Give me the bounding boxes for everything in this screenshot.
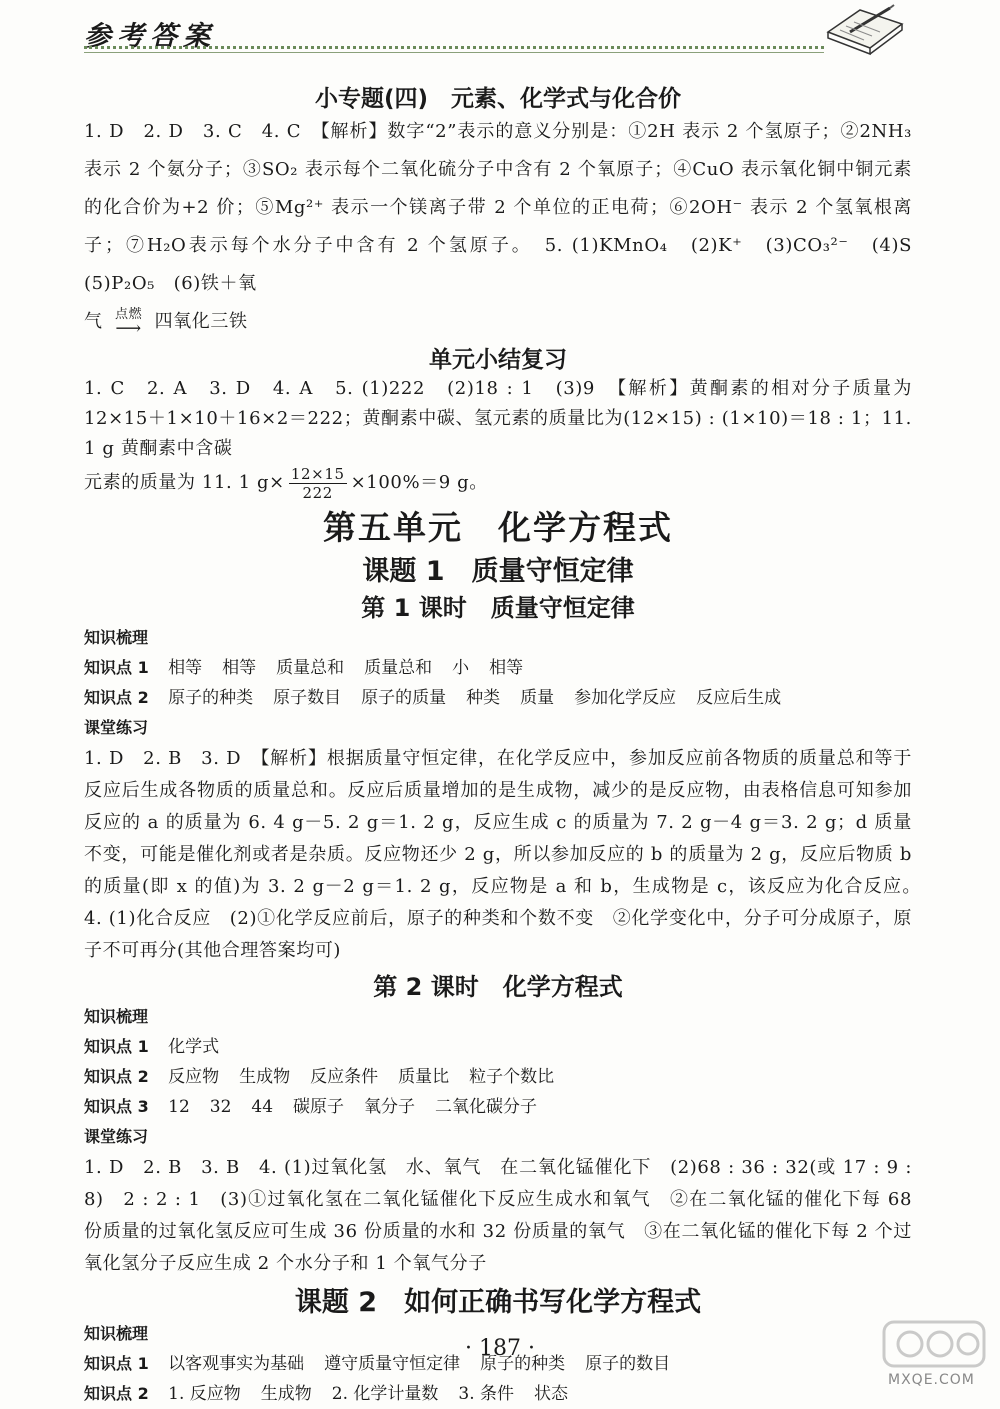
topic4-answers-cont — [84, 303, 912, 341]
topic4-text: 1. D 2. D 3. C 4. C 【解析】数字“2”表示的意义分别是：①2H 表示 2 个氢原子；②2NH₃ 表示 2 个氨分子；③SO₂ 表示每个二氧化硫分子中含有 2 个氧原子；④CuO 表示氧化铜中铜元素的化合价为+2 价；⑤Mg²⁺ 表示一个镁离子带 2 个单位的正电荷；⑥2OH⁻ 表示 2 个氢氧根离子；⑦H₂O表示每个水分子中含有 2 个氢原子。 5. (1)KMnO₄ (2)K⁺ (3)CO₃²⁻ (4)S (5)P₂O₅ (6)铁＋氧 — [84, 121, 931, 294]
kp-item: 原子的质量 — [361, 688, 447, 708]
topic4-heading: 小专题(四) 元素、化学式与化合价 — [314, 86, 682, 112]
p1-knowledge-label: 知识梳理 — [84, 628, 149, 647]
kp-item: 质量比 — [398, 1067, 450, 1087]
reaction-condition: 点燃 — [115, 307, 143, 322]
kp-item: 原子的种类 — [168, 688, 254, 708]
kp-item: 2. 化学计量数 — [331, 1384, 439, 1404]
p1-practice-answers: 1. D 2. B 3. D 【解析】根据质量守恒定律，在化学反应中，参加反应前各物质的质量总和等于反应后生成各物质的质量总和。反应后质量增加的是生成物，减少的是反应物，由表格信息可知参加反应的 a 的质量为 6. 4 g－5. 2 g＝1. 2 g，反应生成 c 的质量为 7. 2 g－4 g＝3. 2 g；d 质量不变，可能是催化剂或者是杂质。反应物还少 2 g，所以参加反应的 b 的质量为 2 g，反应后物质 b 的质量(即 x 的值)为 3. 2 g－2 g＝1. 2 g，反应物是 a 和 b，生成物是 c，该反应为化合反应。 4. (1)化合反应 (2)①化学反应前后，原子的种类和个数不变 ②化学变化中，分子可分成原子，原子不可再分(其他合理答案均可) — [84, 748, 931, 961]
fraction-numerator: 12×15 — [290, 464, 345, 483]
p2-knowledge-label: 知识梳理 — [84, 1007, 149, 1026]
unit-review-text2-post: ×100%＝9 g。 — [350, 472, 488, 493]
p2-kp3 — [84, 1092, 912, 1122]
kp-item: 粒子个数比 — [469, 1067, 555, 1087]
l2-knowledge-label: 知识梳理 — [84, 1324, 149, 1343]
kp-label: 知识点 2 — [84, 1067, 149, 1086]
page-header — [0, 0, 1000, 60]
kp-item: 质量总和 — [364, 658, 433, 678]
kp-item: 原子数目 — [273, 688, 342, 708]
kp-item: 碳原子 — [293, 1097, 345, 1117]
kp-item: 相等 — [222, 658, 257, 678]
kp-item: 质量总和 — [276, 658, 345, 678]
kp-item: 遵守质量守恒定律 — [324, 1354, 461, 1374]
unit-review-heading: 单元小结复习 — [429, 347, 567, 373]
kp-item: 生成物 — [260, 1384, 312, 1404]
watermark-text: MXQE.COM — [888, 1372, 975, 1388]
kp-item: 原子的种类 — [480, 1354, 566, 1374]
kp-label: 知识点 3 — [84, 1097, 149, 1116]
p1-kp2 — [84, 683, 912, 713]
kp-item: 参加化学反应 — [574, 688, 677, 708]
kp-item: 化学式 — [168, 1037, 220, 1057]
page-number: · 187 · — [465, 1336, 535, 1361]
kp-item: 3. 条件 — [458, 1384, 514, 1404]
p2-practice-answers: 1. D 2. B 3. B 4. (1)过氧化氢 水、氧气 在二氧化锰催化下 (2)68 : 36 : 32(或 17 : 9 : 8) 2 : 2 : 1 (3)①过氧化氢在二氧化锰催化下反应生成水和氧气 ②在二氧化锰的催化下每 68 份质量的过氧化氢反应可生成 36 份质量的水和 32 份质量的氧气 ③在二氧化锰的催化下每 2 个过氧化氢分子反应生成 2 个水分子和 1 个氧气分子 — [84, 1157, 912, 1274]
header-title: 参考答案 — [84, 21, 216, 52]
unit-review-text2-pre: 元素的质量为 11. 1 g× — [84, 472, 285, 493]
reaction-arrow — [103, 307, 155, 339]
unit-review-text: 1. C 2. A 3. D 4. A 5. (1)222 (2)18 : 1 (3)9 【解析】黄酮素的相对分子质量为 12×15＋1×10＋16×2＝222；黄酮素中碳、氢元素的质量比为(12×15) : (1×10)＝18 : 1；11. 1 g 黄酮素中含碳 — [84, 378, 912, 459]
l2-kp2 — [84, 1379, 912, 1409]
fraction — [289, 465, 347, 502]
p2-kp1 — [84, 1032, 912, 1062]
topic4-text2-pre: 气 — [84, 311, 103, 332]
unit-review-answers-cont — [84, 464, 912, 502]
fraction-denominator: 222 — [302, 483, 333, 502]
lesson2-title: 课题 2 如何正确书写化学方程式 — [294, 1287, 702, 1318]
kp-item: 原子的数目 — [585, 1354, 671, 1374]
period2-title: 第 2 课时 化学方程式 — [373, 973, 623, 1001]
arrow-icon: ⟶ — [115, 318, 142, 339]
p2-kp2 — [84, 1062, 912, 1092]
kp-item: 相等 — [168, 658, 203, 678]
kp-item: 小 — [452, 658, 470, 678]
kp-label: 知识点 2 — [84, 1384, 149, 1403]
pencil-notebook-icon — [820, 2, 910, 58]
topic4-answers — [84, 113, 931, 303]
kp-item: 氧分子 — [364, 1097, 416, 1117]
kp-item: 反应条件 — [310, 1067, 379, 1087]
topic4-text2-post: 四氧化三铁 — [154, 311, 248, 332]
kp-item: 二氧化碳分子 — [435, 1097, 538, 1117]
kp-label: 知识点 1 — [84, 1037, 149, 1056]
header-rule-thin — [84, 52, 824, 53]
kp-item: 反应后生成 — [696, 688, 782, 708]
kp-label: 知识点 1 — [84, 658, 149, 677]
p1-kp1 — [84, 653, 912, 683]
kp-item: 32 — [209, 1097, 232, 1117]
kp-item: 质量 — [520, 688, 555, 708]
kp-label: 知识点 2 — [84, 688, 149, 707]
kp-item: 12 — [168, 1097, 190, 1117]
kp-item: 1. 反应物 — [168, 1384, 241, 1404]
lesson1-title: 课题 1 质量守恒定律 — [362, 556, 634, 587]
kp-item: 状态 — [534, 1384, 568, 1404]
page-content — [84, 80, 931, 1409]
kp-label: 知识点 1 — [84, 1354, 149, 1373]
period1-title: 第 1 课时 质量守恒定律 — [361, 594, 635, 622]
kp-item: 种类 — [466, 688, 501, 708]
p1-practice-label: 课堂练习 — [84, 718, 149, 737]
unit-review-answers — [84, 374, 912, 464]
header-rule — [84, 46, 824, 49]
kp-item: 以客观事实为基础 — [168, 1354, 305, 1374]
kp-item: 相等 — [489, 658, 524, 678]
kp-item: 反应物 — [168, 1067, 220, 1087]
chapter-title: 第五单元 化学方程式 — [323, 508, 673, 547]
kp-item: 44 — [251, 1097, 274, 1117]
p2-practice-label: 课堂练习 — [84, 1127, 149, 1146]
kp-item: 生成物 — [239, 1067, 291, 1087]
